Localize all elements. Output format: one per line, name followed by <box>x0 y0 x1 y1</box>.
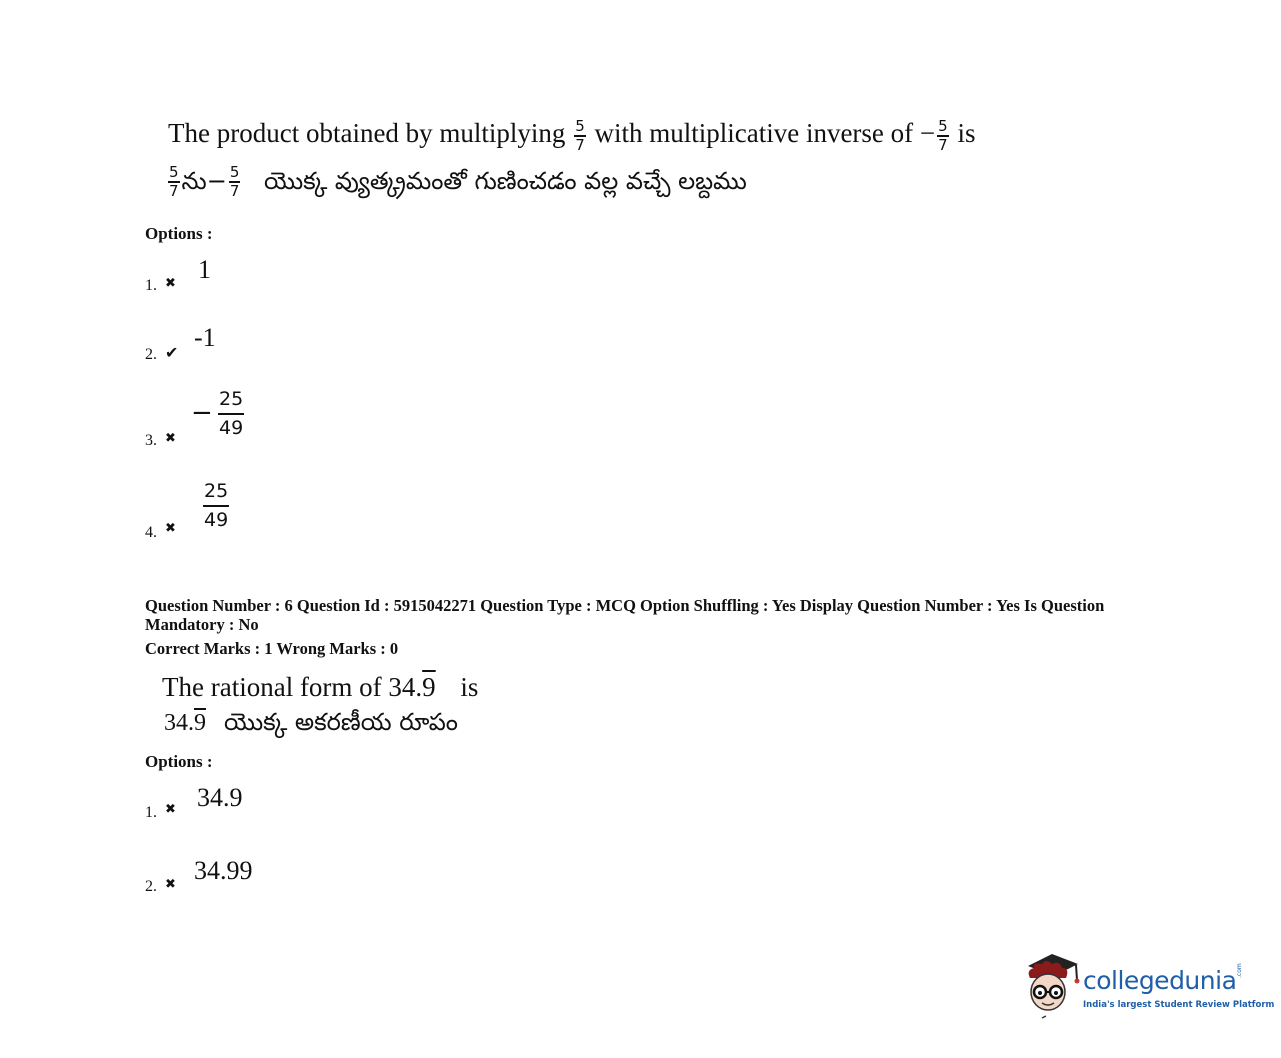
check-icon: ✔ <box>165 345 179 362</box>
q5-telugu-text: యొక్క వ్యుత్క్రమంతో గుణించడం వల్ల వచ్చే లబ్దము <box>264 167 747 195</box>
option-value: 34.9 <box>197 783 243 812</box>
cross-icon: ✖ <box>165 801 176 816</box>
q6-options-label: Options : <box>145 752 213 771</box>
cross-icon: ✖ <box>165 275 176 290</box>
q5-fraction-1: $\frac{5}{7}$ <box>575 116 585 154</box>
logo-tagline: India's largest Student Review Platform <box>1083 1000 1275 1010</box>
cross-icon: ✖ <box>165 430 176 445</box>
q6-meta-line-2: Mandatory : No <box>145 615 259 634</box>
q6-number: 34.9 <box>388 672 436 702</box>
q6-english-suffix: is <box>460 672 479 702</box>
q5-telugu-line <box>166 165 747 201</box>
logo-suffix: .com <box>1236 963 1243 978</box>
option-fraction: $\frac{25}{49}$ <box>204 480 229 531</box>
q5-telugu-fraction-b: $\frac{5}{7}$ <box>229 163 240 200</box>
q6-telugu-line <box>164 708 458 742</box>
option-number: 1. <box>145 804 157 821</box>
option-number: 1. <box>145 277 157 294</box>
q6-meta-line-3: Correct Marks : 1 Wrong Marks : 0 <box>145 639 399 658</box>
option-number: 2. <box>145 878 157 895</box>
option-number: 4. <box>145 524 157 541</box>
q5-english-prefix: The product obtained by multiplying <box>168 118 566 148</box>
mascot-icon <box>1022 950 1080 1020</box>
option-value: 1 <box>198 255 211 284</box>
q5-fraction-2-sign: − <box>919 118 936 148</box>
option-value: 34.99 <box>194 856 253 885</box>
q5-telugu-mid: ను− <box>181 167 227 195</box>
q5-telugu-fraction-a: $\frac{5}{7}$ <box>169 163 179 200</box>
option-value: -1 <box>194 323 216 352</box>
q5-english-suffix: is <box>957 118 976 148</box>
logo-name: collegedunia <box>1083 966 1237 995</box>
q5-options-label: Options : <box>145 224 213 243</box>
q5-fraction-2: $\frac{5}{7}$ <box>938 116 948 154</box>
q6-english-prefix: The rational form of <box>162 672 382 702</box>
option-sign: − <box>191 398 213 428</box>
q5-english-line <box>168 118 975 153</box>
cross-icon: ✖ <box>165 520 176 535</box>
q6-english-line <box>162 672 478 703</box>
cross-icon: ✖ <box>165 876 176 891</box>
q6-telugu-number: 34.9 <box>164 710 206 736</box>
q6-meta-line-1: Question Number : 6 Question Id : 5915042271 Question Type : MCQ Option Shuffling : Yes Display Question Number : Yes Is Question <box>145 596 1105 615</box>
option-fraction: $\frac{25}{49}$ <box>219 388 244 439</box>
option-number: 3. <box>145 432 157 449</box>
collegedunia-logo[interactable] <box>1022 950 1275 1022</box>
q5-english-mid: with multiplicative inverse of <box>594 118 914 148</box>
option-number: 2. <box>145 346 157 363</box>
q6-telugu-text: యొక్క అకరణీయ రూపం <box>224 708 458 736</box>
